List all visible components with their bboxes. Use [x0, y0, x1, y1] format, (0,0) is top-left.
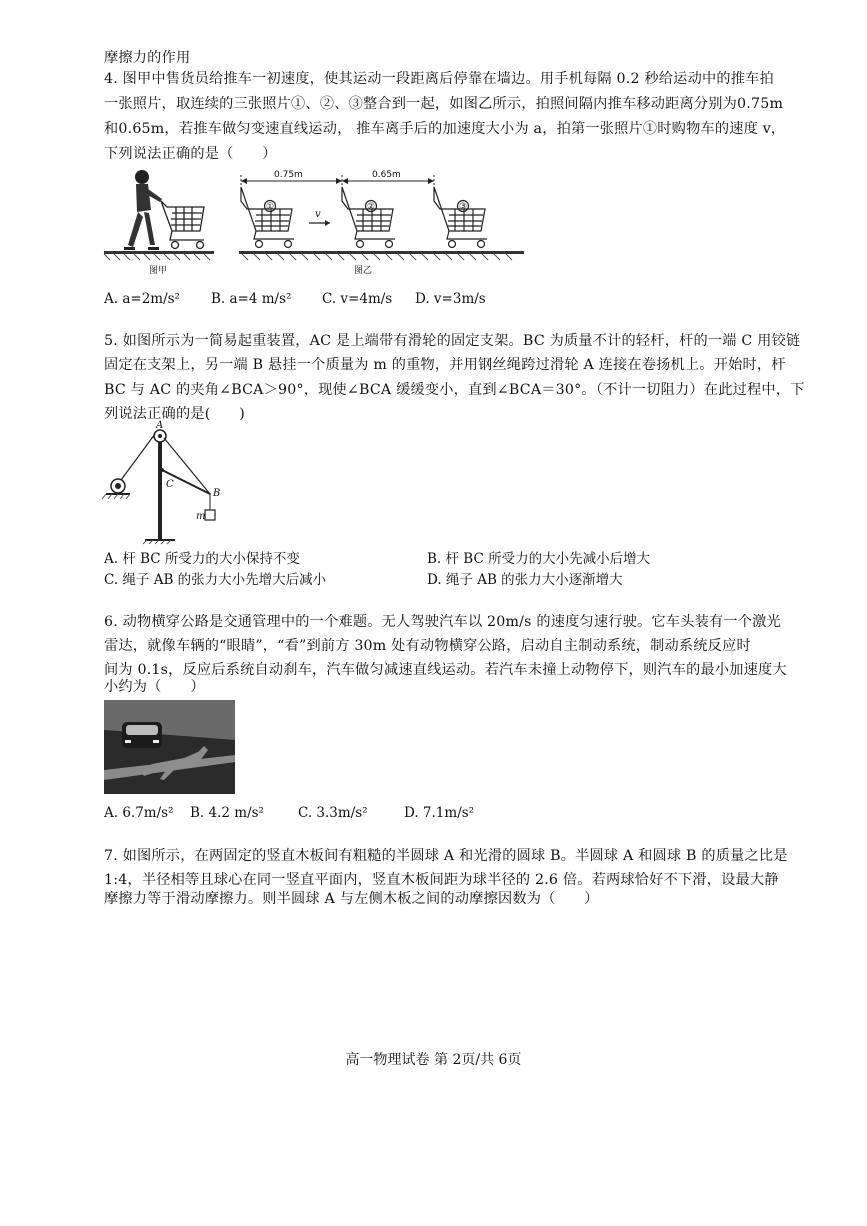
- q4-option-c[interactable]: C. v=4m/s: [322, 291, 393, 307]
- point-a-label: A: [156, 420, 164, 431]
- marker-3: ③: [459, 202, 468, 212]
- q6-line: 小约为（ ）: [104, 679, 205, 695]
- q4-option-a[interactable]: A. a=2m/s²: [104, 291, 180, 307]
- marker-1: ①: [266, 202, 275, 212]
- point-c-label: C: [166, 479, 174, 490]
- q5-option-a[interactable]: A. 杆 BC 所受力的大小保持不变: [104, 551, 300, 567]
- q7-line: 7. 如图所示，在两固定的竖直木板间有粗糙的半圆球 A 和光滑的圆球 B。半圆球 A 和圆球 B 的质量之比是: [104, 848, 788, 864]
- q5-line: 列说法正确的是( ): [104, 406, 245, 422]
- q6-option-c[interactable]: C. 3.3m/s²: [298, 805, 368, 821]
- q6-option-d[interactable]: D. 7.1m/s²: [404, 805, 475, 821]
- q6-option-b[interactable]: B. 4.2 m/s²: [190, 805, 264, 821]
- point-b-label: B: [213, 488, 221, 499]
- q4-line: 下列说法正确的是（ ）: [104, 146, 277, 162]
- figure-yi-label: 图乙: [354, 266, 373, 276]
- section-heading: 摩擦力的作用: [104, 50, 191, 66]
- q7-line: 摩擦力等于滑动摩擦力。则半圆球 A 与左侧木板之间的动摩擦因数为（ ）: [104, 891, 599, 907]
- q6-line: 间为 0.1s，反应后系统自动刹车，汽车做匀减速直线运动。若汽车未撞上动物停下，则汽车的最小加速度大: [104, 662, 787, 678]
- q5-line: BC 与 AC 的夹角∠BCA＞90°，现使∠BCA 缓缓变小，直到∠BCA＝30°。（不计一切阻力）在此过程中，下: [104, 382, 805, 398]
- distance-label-2: 0.65m: [372, 170, 401, 180]
- q5-line: 固定在支架上，另一端 B 悬挂一个质量为 m 的重物，并用钢丝绳跨过滑轮 A 连接在卷扬机上。开始时，杆: [104, 357, 786, 373]
- page-footer: 高一物理试卷 第 2页/共 6页: [345, 1052, 522, 1068]
- q5-crane-figure: [100, 420, 230, 544]
- cart-figure: [161, 201, 204, 249]
- distance-label-1: 0.75m: [274, 170, 303, 180]
- cart-position-2: [342, 187, 395, 248]
- salesperson-figure: [124, 170, 162, 250]
- q4-line: 一张照片，取连续的三张照片①、②、③整合到一起，如图乙所示，拍照间隔内推车移动距离分别为0.75m: [104, 96, 784, 112]
- mass-label: m: [196, 511, 206, 522]
- velocity-label: v: [315, 209, 321, 220]
- q4-line: 4. 图甲中售货员给推车一初速度，使其运动一段距离后停靠在墙边。用手机每隔 0.2 秒给运动中的推车拍: [104, 71, 774, 87]
- q6-option-a[interactable]: A. 6.7m/s²: [104, 805, 174, 821]
- q4-option-b[interactable]: B. a=4 m/s²: [211, 291, 292, 307]
- car-deer-photo: [104, 700, 235, 794]
- q5-option-b[interactable]: B. 杆 BC 所受力的大小先减小后增大: [427, 551, 651, 567]
- marker-2: ②: [367, 202, 376, 212]
- cart-position-3: [434, 187, 487, 248]
- q4-line: 和0.65m，若推车做匀变速直线运动， 推车离手后的加速度大小为 a，拍第一张照片①时购物车的速度 v，: [104, 121, 786, 137]
- cart-position-1: [241, 187, 294, 248]
- q5-line: 5. 如图所示为一简易起重装置，AC 是上端带有滑轮的固定支架。BC 为质量不计的轻杆，杆的一端 C 用铰链: [104, 333, 801, 349]
- q6-line: 6. 动物横穿公路是交通管理中的一个难题。无人驾驶汽车以 20m/s 的速度匀速行驶。它车头装有一个激光: [104, 614, 781, 630]
- q7-line: 1:4，半径相等且球心在同一竖直平面内，竖直木板间距为球半径的 2.6 倍。若两球恰好不下滑，设最大静: [104, 872, 779, 888]
- q5-option-d[interactable]: D. 绳子 AB 的张力大小逐渐增大: [427, 572, 623, 588]
- q4-option-d[interactable]: D. v=3m/s: [415, 291, 486, 307]
- q6-line: 雷达，就像车辆的“眼睛”，“看”到前方 30m 处有动物横穿公路，启动自主制动系统，制动系统反应时: [104, 638, 751, 654]
- q5-option-c[interactable]: C. 绳子 AB 的张力大小先增大后减小: [104, 572, 327, 588]
- figure-jia-label: 图甲: [149, 266, 168, 276]
- figure-yi: [239, 170, 524, 276]
- q4-figure: [104, 165, 524, 280]
